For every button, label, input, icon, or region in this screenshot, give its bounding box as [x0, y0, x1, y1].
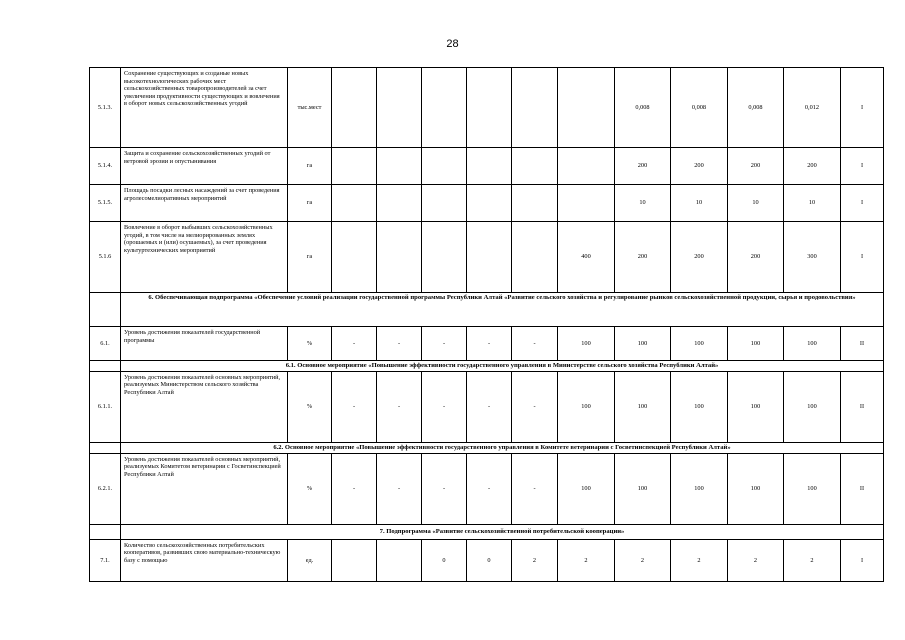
value-cell: 200: [784, 148, 841, 185]
section-header: 6.1. Основное мероприятие «Повышение эффективности государственного управления в Министерстве сельского хозяйства Республики Алтай»: [121, 361, 884, 372]
value-cell: -: [377, 453, 422, 524]
section-header-row: [90, 293, 884, 327]
value-cell: 100: [558, 371, 615, 442]
value-cell: 200: [671, 148, 728, 185]
value-cell: 100: [615, 453, 671, 524]
value-cell: 300: [784, 222, 841, 293]
section-header: 6. Обеспечивающая подпрограмма «Обеспечение условий реализации государственной программы Республики Алтай «Развитие сельского хозяйства и регулирование рынков сельскохозяйственной продукции, сырья и продовольствия»: [121, 293, 884, 327]
indicators-table: [89, 67, 884, 582]
section-header: 6.2. Основное мероприятие «Повышение эффективности государственного управления в Комитете ветеринарии с Госветинспекцией Республики Алтай»: [121, 442, 884, 453]
value-cell: [512, 185, 558, 222]
table-row: [90, 539, 884, 581]
value-cell: 0: [467, 539, 512, 581]
value-cell: 100: [558, 327, 615, 361]
value-cell: [558, 148, 615, 185]
value-cell: 0,012: [784, 68, 841, 148]
value-cell: [422, 185, 467, 222]
category-cell: II: [841, 371, 884, 442]
value-cell: 100: [671, 371, 728, 442]
section-header-blank-cell: [90, 293, 121, 327]
value-cell: [422, 68, 467, 148]
value-cell: [377, 148, 422, 185]
value-cell: 100: [671, 453, 728, 524]
value-cell: -: [377, 371, 422, 442]
value-cell: 2: [512, 539, 558, 581]
table-row: [90, 68, 884, 148]
value-cell: [332, 68, 377, 148]
value-cell: [332, 185, 377, 222]
value-cell: [332, 539, 377, 581]
category-cell: II: [841, 327, 884, 361]
value-cell: [377, 68, 422, 148]
value-cell: [467, 185, 512, 222]
section-header-row: [90, 524, 884, 539]
value-cell: 200: [728, 148, 784, 185]
row-number: 7.1.: [90, 539, 121, 581]
value-cell: -: [422, 371, 467, 442]
table-row: [90, 453, 884, 524]
value-cell: 10: [615, 185, 671, 222]
value-cell: 10: [784, 185, 841, 222]
value-cell: -: [332, 371, 377, 442]
indicator-name: Вовлечение в оборот выбывших сельскохозяйственных угодий, в том числе на мелиорированных землях (орошаемых и (или) осушаемых), за счет проведения культуртехнических мероприятий: [121, 222, 288, 293]
value-cell: [332, 148, 377, 185]
value-cell: 100: [728, 371, 784, 442]
value-cell: 2: [728, 539, 784, 581]
category-cell: I: [841, 185, 884, 222]
value-cell: [558, 185, 615, 222]
value-cell: -: [332, 327, 377, 361]
value-cell: [377, 222, 422, 293]
value-cell: [377, 185, 422, 222]
value-cell: 100: [615, 327, 671, 361]
unit-cell: %: [288, 371, 332, 442]
category-cell: I: [841, 68, 884, 148]
indicator-name: Защита и сохранение сельскохозяйственных угодий от ветровой эрозии и опустынивания: [121, 148, 288, 185]
value-cell: -: [467, 453, 512, 524]
value-cell: [512, 68, 558, 148]
value-cell: -: [512, 327, 558, 361]
value-cell: [467, 68, 512, 148]
table-row: [90, 148, 884, 185]
row-number: 6.1.1.: [90, 371, 121, 442]
value-cell: [332, 222, 377, 293]
value-cell: 2: [784, 539, 841, 581]
page-number: 28: [446, 38, 459, 50]
unit-cell: га: [288, 222, 332, 293]
unit-cell: тыс.мест: [288, 68, 332, 148]
indicator-name: Количество сельскохозяйственных потребительских кооперативов, развивших свою материально-техническую базу с помощью: [121, 539, 288, 581]
unit-cell: га: [288, 148, 332, 185]
section-header-blank-cell: [90, 442, 121, 453]
unit-cell: га: [288, 185, 332, 222]
value-cell: -: [467, 371, 512, 442]
value-cell: [558, 68, 615, 148]
value-cell: 2: [671, 539, 728, 581]
indicator-name: Площадь посадки лесных насаждений за счет проведения агролесомелиоративных мероприятий: [121, 185, 288, 222]
value-cell: 0,008: [615, 68, 671, 148]
table-row: [90, 327, 884, 361]
value-cell: 100: [784, 371, 841, 442]
value-cell: [467, 222, 512, 293]
value-cell: 100: [728, 327, 784, 361]
value-cell: 100: [558, 453, 615, 524]
value-cell: [512, 148, 558, 185]
unit-cell: %: [288, 453, 332, 524]
value-cell: 100: [784, 327, 841, 361]
value-cell: 200: [728, 222, 784, 293]
unit-cell: ед.: [288, 539, 332, 581]
category-cell: I: [841, 222, 884, 293]
value-cell: 200: [615, 222, 671, 293]
table-row: [90, 185, 884, 222]
value-cell: 200: [615, 148, 671, 185]
section-header-row: [90, 442, 884, 453]
row-number: 5.1.6: [90, 222, 121, 293]
table-body: [90, 68, 884, 582]
value-cell: 2: [615, 539, 671, 581]
value-cell: 400: [558, 222, 615, 293]
value-cell: [467, 148, 512, 185]
value-cell: 100: [728, 453, 784, 524]
value-cell: [377, 539, 422, 581]
value-cell: -: [377, 327, 422, 361]
unit-cell: %: [288, 327, 332, 361]
category-cell: I: [841, 539, 884, 581]
value-cell: 10: [671, 185, 728, 222]
table-row: [90, 222, 884, 293]
indicator-name: Уровень достижения показателей основных мероприятий, реализуемых Комитетом ветеринарии с Госветинспекцией Республики Алтай: [121, 453, 288, 524]
value-cell: 0,008: [671, 68, 728, 148]
value-cell: -: [467, 327, 512, 361]
section-header-blank-cell: [90, 524, 121, 539]
value-cell: [422, 148, 467, 185]
value-cell: -: [422, 453, 467, 524]
section-header-row: [90, 361, 884, 372]
value-cell: 0: [422, 539, 467, 581]
indicator-name: Уровень достижения показателей государственной программы: [121, 327, 288, 361]
indicator-name: Сохранение существующих и созданые новых высокотехнологических рабочих мест сельскохозяйственных товаропроизводителей за счет увеличения продуктивности существующих и вовлечения в оборот новых сельскохозяйственных угодий: [121, 68, 288, 148]
value-cell: 2: [558, 539, 615, 581]
value-cell: 100: [671, 327, 728, 361]
value-cell: 10: [728, 185, 784, 222]
value-cell: 0,008: [728, 68, 784, 148]
section-header-blank-cell: [90, 361, 121, 372]
row-number: 5.1.5.: [90, 185, 121, 222]
value-cell: -: [422, 327, 467, 361]
value-cell: 100: [615, 371, 671, 442]
value-cell: -: [512, 453, 558, 524]
row-number: 6.2.1.: [90, 453, 121, 524]
value-cell: 100: [784, 453, 841, 524]
value-cell: [422, 222, 467, 293]
value-cell: -: [512, 371, 558, 442]
row-number: 5.1.4.: [90, 148, 121, 185]
value-cell: [512, 222, 558, 293]
value-cell: -: [332, 453, 377, 524]
value-cell: 200: [671, 222, 728, 293]
section-header: 7. Подпрограмма «Развитие сельскохозяйственной потребительской кооперации»: [121, 524, 884, 539]
category-cell: I: [841, 148, 884, 185]
indicator-name: Уровень достижения показателей основных мероприятий, реализуемых Министерством сельского хозяйства Республики Алтай: [121, 371, 288, 442]
row-number: 5.1.3.: [90, 68, 121, 148]
table-row: [90, 371, 884, 442]
category-cell: II: [841, 453, 884, 524]
row-number: 6.1.: [90, 327, 121, 361]
